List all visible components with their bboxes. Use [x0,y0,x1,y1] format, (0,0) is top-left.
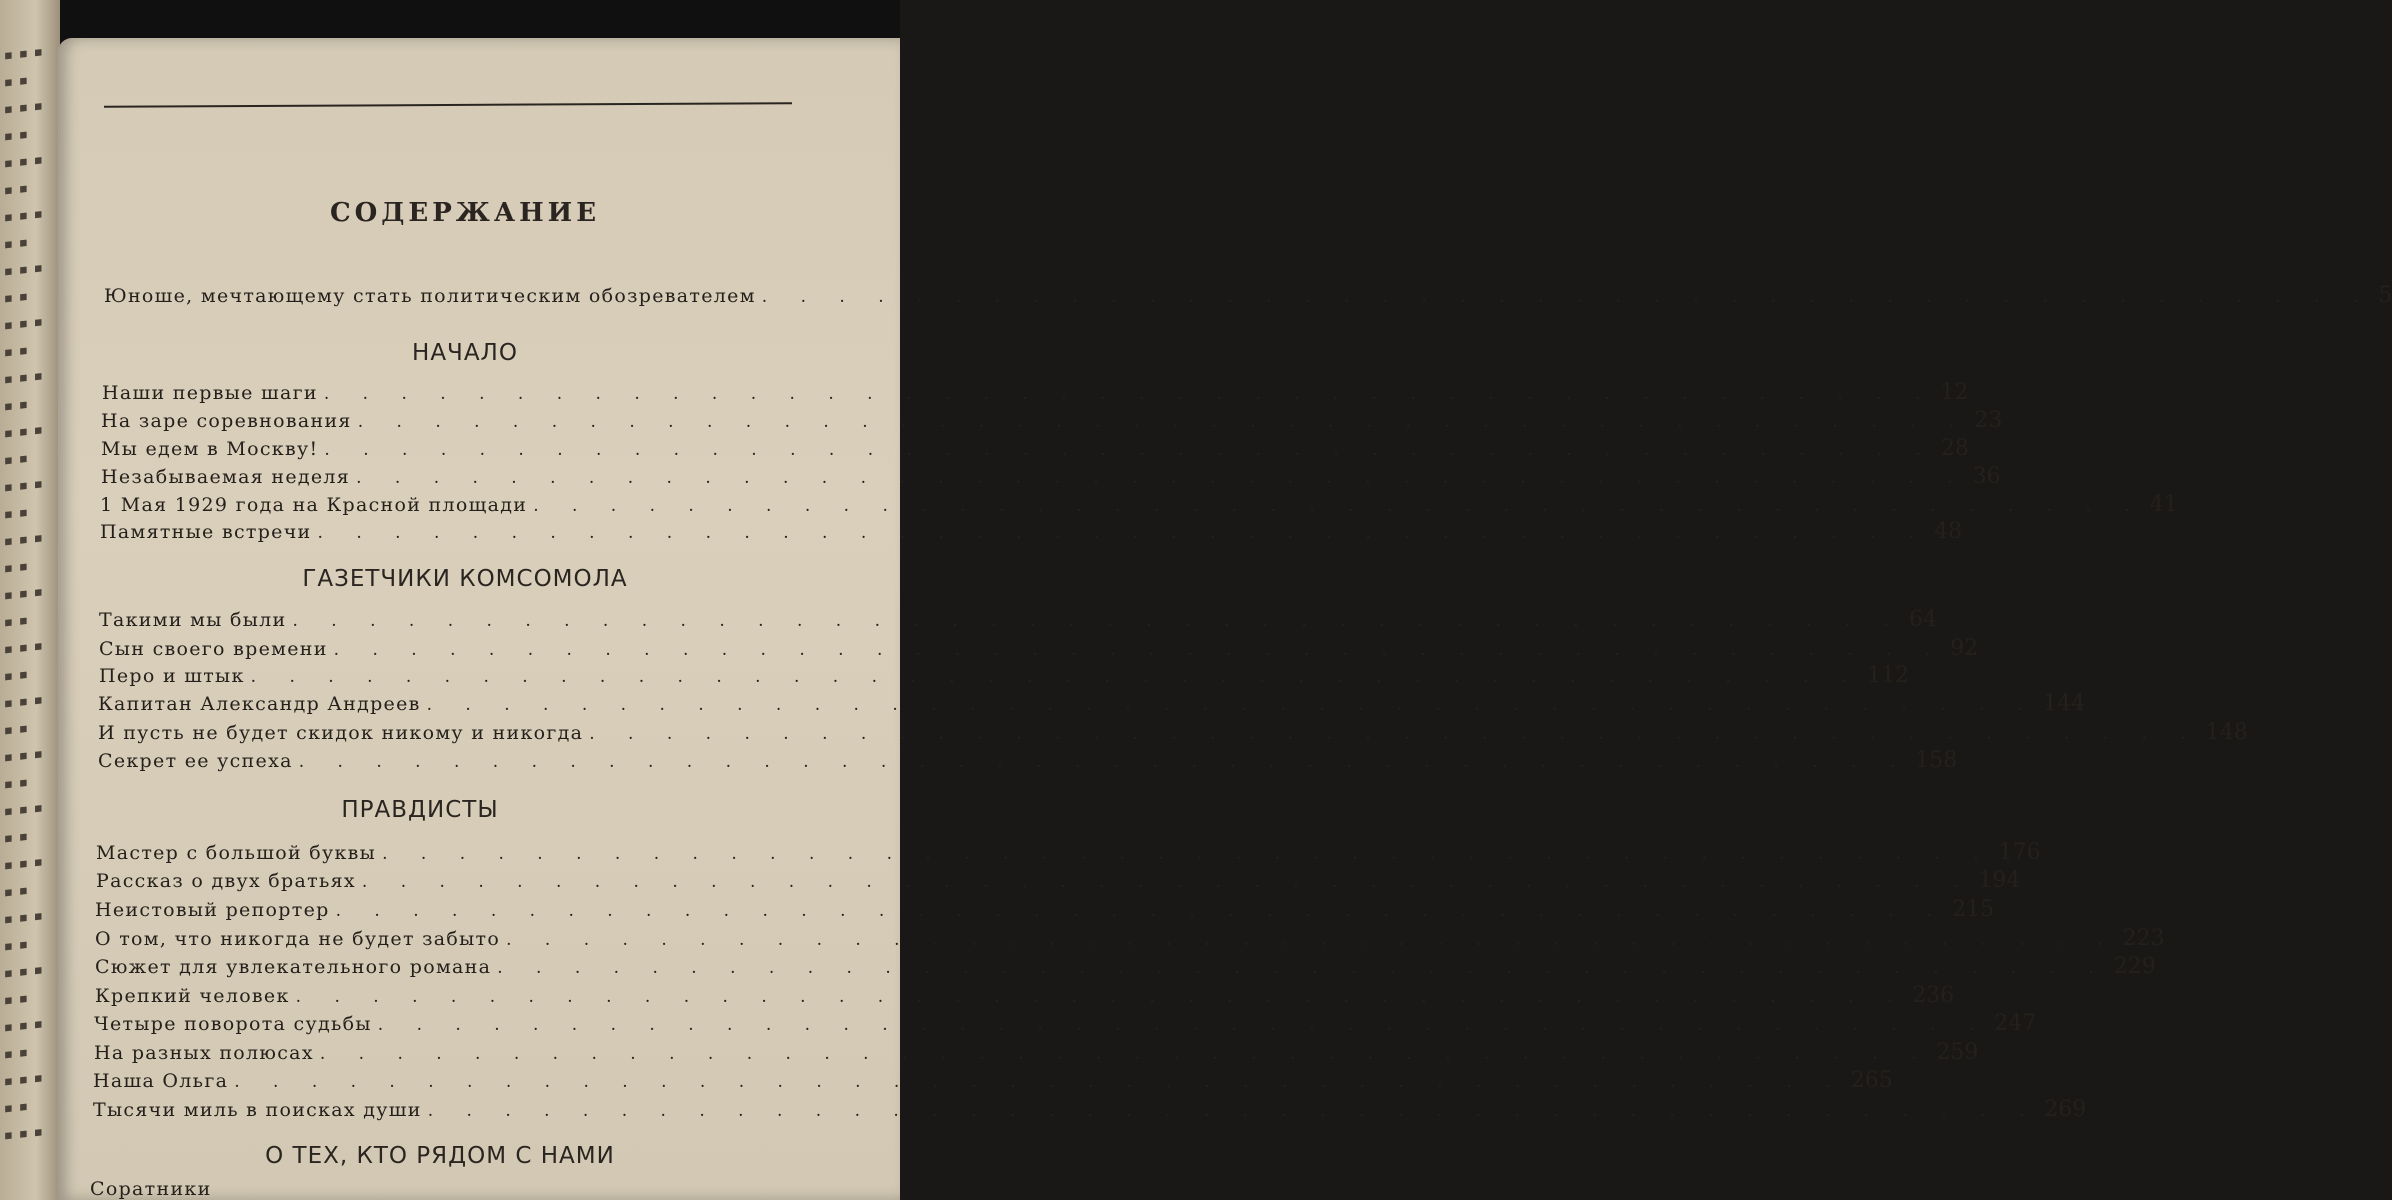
toc-entry-page: 223 [2122,926,2165,951]
section-title: НАЧАЛО [412,340,518,366]
toc-entry [100,519,1963,544]
leader-dots: . . . . . . . . . . . . . . . . . . . . . . . . . . . . . . . . . . . . . . . . . . [319,1044,1931,1064]
toc-entry-title: О том, что никогда не будет забыто [95,928,501,950]
toc-entry-page: 36 [1972,464,2001,489]
toc-entry-page: 48 [1934,519,1963,544]
section-title: ПРАВДИСТЫ [341,797,499,823]
toc-entry [102,380,1969,405]
toc-entry-page: 5 [2378,283,2392,308]
toc-entry-title: Секрет ее успеха [98,750,293,772]
toc-entry [98,691,2086,716]
toc-entry-page: 23 [1974,408,2003,433]
toc-entry [101,464,2001,489]
leader-dots: . . . . . . . . . . . . . . . . . . . . . . . . . . . . . . . . . . . . . . . . . . [361,872,1973,892]
leader-dots: . . . . . . . . . . . . . . . . . . . . . . . . . . . . . . . . . . . . . . . . . . [292,611,1903,631]
toc-entry-page: 12 [1940,380,1969,405]
toc-entry-title: Наши первые шаги [102,382,318,404]
leader-dots: . . . . . . . . . . . . . . . . . . . . . . . . . . . . . . . . . . . . . . . . . . [506,930,2117,950]
leader-dots: . . . . . . . . . . . . . . . . . . . . . . . . . . . . . . . . . . . . . . . . . . [324,440,1935,460]
leader-dots: . . . . . . . . . . . . . . . . . . . . . . . . . . . . . . . . . . . . . . . . . . [295,987,1907,1007]
leader-dots: . . . . . . . . . . . . . . . . . . . . . . . . . . . . . . . . . . . . . . . . . . [426,695,2038,715]
leader-dots: . . . . . . . . . . . . . . . . . . . . . . . . . . . . . . . . . . . . . . . . . . [250,667,1862,687]
toc-entry-title: Мы едем в Москву! [101,438,319,460]
toc-entry-page: 194 [1978,868,2021,893]
facing-page-edge: ▪ ▪ ▪ ▪ ▪ ▪ ▪ ▪ ▪ ▪ ▪ ▪ ▪ ▪ ▪ ▪ ▪ ▪ ▪ ▪ ▪ ▪ ▪ ▪ ▪ ▪ ▪ ▪ ▪ ▪ ▪ ▪ ▪ ▪ ▪ ▪ ▪ ▪ ▪ ▪ ▪ ▪ ▪ ▪ ▪ ▪ ▪ ▪ ▪ ▪ ▪ ▪ ▪ ▪ ▪ ▪ ▪ ▪ ▪ ▪ ▪ ▪ ▪ ▪ ▪ ▪ ▪ ▪ ▪ ▪ ▪ ▪ ▪ ▪ ▪ ▪ ▪ ▪ ▪ ▪ ▪ ▪ ▪ ▪ ▪ ▪ ▪ ▪ ▪ ▪ ▪ ▪ ▪ ▪ ▪ ▪ ▪ ▪ ▪ ▪ ▪ ▪ ▪ [0,0,60,1200]
toc-entry-page: 148 [2205,720,2248,745]
toc-entry [98,748,1958,773]
leader-dots: . . . . . . . . . . . . . . . . . . . . . . . . . . . . . . . . . . . . . . . . . . [323,384,1935,404]
toc-entry-title: Перо и штык [99,665,245,687]
toc-entry-page: 176 [1998,840,2041,865]
toc-entry [90,1178,798,1200]
toc-entry-page: 215 [1952,897,1995,922]
toc-entry [98,720,2248,745]
leader-dots: . . . . . . . . . . . . . . . . . . . . . . . . . . . . . . . . . . . . . . . . . . [357,412,1969,432]
toc-entry-title: Рассказ о двух братьях [96,870,356,892]
toc-entry [95,897,1995,922]
toc-entry-page: 259 [1936,1040,1979,1065]
leader-dots: . . . . . . . . . . . . . . . . . . . . . . . . . . . . . . . . . . . . . . . . . . [533,496,2144,516]
toc-entry-title: Наша Ольга [93,1070,229,1092]
toc-entry-title: И пусть не будет скидок никому и никогда [98,722,584,744]
leader-dots: . . . . . . . . . . . . . . . . . . . . . . . . . . . . . . . . . . . . . . . . . . [317,523,1929,543]
leader-dots: . . . . . . . . . . . . . . . . . . . . . . . . . . . . . . . . . . . . . . . . . . [761,287,2373,307]
toc-entry-title: Сын своего времени [99,638,328,660]
toc-entry [99,607,1937,632]
toc-entry [99,663,1910,688]
toc-entry-title: Крепкий человек [95,985,290,1007]
toc-entry-page: 265 [1850,1068,1893,1093]
leader-dots: . . . . . . . . . . . . . . . . . . . . . . . . . . . . . . . . . . . . . . . . . . [377,1015,1989,1035]
toc-entry-title: Тысячи миль в поисках души [93,1099,422,1121]
leader-dots: . . . . . . . . . . . . . . . . . . . . . . . . . . . . . . . . . . . . . . . . . . [427,1101,2039,1121]
toc-entry-page: 41 [2149,492,2178,517]
toc-entry [96,868,2021,893]
section-title: О ТЕХ, КТО РЯДОМ С НАМИ [265,1143,615,1169]
toc-entry-title: Незабываемая неделя [101,466,351,488]
toc-entry [95,926,2165,951]
toc-entry-title: Мастер с большой буквы [96,842,377,864]
toc-entry [94,1011,2037,1036]
toc-entry-page: 144 [2043,691,2086,716]
toc-entry-page: 236 [1912,983,1955,1008]
toc-entry [104,283,2392,308]
toc-entry-title: На разных полюсах [94,1042,314,1064]
toc-entry [96,840,2041,865]
toc-entry-page: 28 [1940,436,1969,461]
toc-entry-title: Сюжет для увлекательного романа [95,956,492,978]
leader-dots: . . . . . . . . . . . . . . . . . . . . . . . . . . . . . . . . . . . . . . . . . . [382,844,1993,864]
toc-entry-page: 64 [1909,607,1937,632]
toc-entry [93,1068,1893,1093]
toc-entry-title: Неистовый репортер [95,899,330,921]
toc-entry-title: Памятные встречи [100,521,312,543]
toc-entry [100,492,2178,517]
toc-entry-title: Юноше, мечтающему стать политическим обозревателем [104,285,756,307]
toc-entry-title: Капитан Александр Андреев [98,693,421,715]
toc-entry-title: На заре соревнования [101,410,352,432]
toc-entry-title: 1 Мая 1929 года на Красной площади [100,494,528,516]
toc-entry-page: 112 [1867,663,1910,688]
toc-entry-page: 269 [2044,1097,2087,1122]
toc-entry [101,436,1969,461]
toc-entry [95,954,2156,979]
toc-entry-page: 247 [1994,1011,2037,1036]
toc-entry [94,1040,1979,1065]
toc-entry [99,636,1979,661]
leader-dots: . . . . . . . . . . . . . . . . . . . . . . . . . . . . . . . . . . . . . . . . . . [234,1072,1845,1092]
leader-dots: . . . . . . . . . . . . . . . . . . . . . . . . . . . . . . . . . . . . . . . . . . [335,901,1947,921]
toc-entry [95,983,1955,1008]
toc-entry [101,408,2003,433]
toc-entry-title: Четыре поворота судьбы [94,1013,372,1035]
leader-dots: . . . . . . . . . . . . . . . . . . . . . . . . . . . . . . . . . . . . . . . . . . [356,468,1967,488]
toc-entry [93,1097,2087,1122]
leader-dots: . . . . . . . . . . . . . . . . . . . . . . . . . . . . . . . . . . . . . . . . . . [589,724,2200,744]
toc-entry-title: Соратники [90,1178,212,1200]
leader-dots: . . . . . . . . . . . . . . . . . . . . . . . . . . . . . . . . . . . . . . . . . . [497,958,2108,978]
page-title: СОДЕРЖАНИЕ [329,198,601,228]
toc-entry-page: 158 [1915,748,1958,773]
section-title: ГАЗЕТЧИКИ КОМСОМОЛА [302,566,628,592]
leader-dots: . . . . . . . . . . . . . . . . . . . . . . . . . . . . . . . . . . . . . . . . . . [298,752,1910,772]
toc-entry-page: 229 [2113,954,2156,979]
toc-entry-page: 92 [1950,636,1979,661]
toc-entry-title: Такими мы были [99,609,287,631]
leader-dots: . . . . . . . . . . . . . . . . . . . . . . . . . . . . . . . . . . . . . . . . . . [333,640,1945,660]
